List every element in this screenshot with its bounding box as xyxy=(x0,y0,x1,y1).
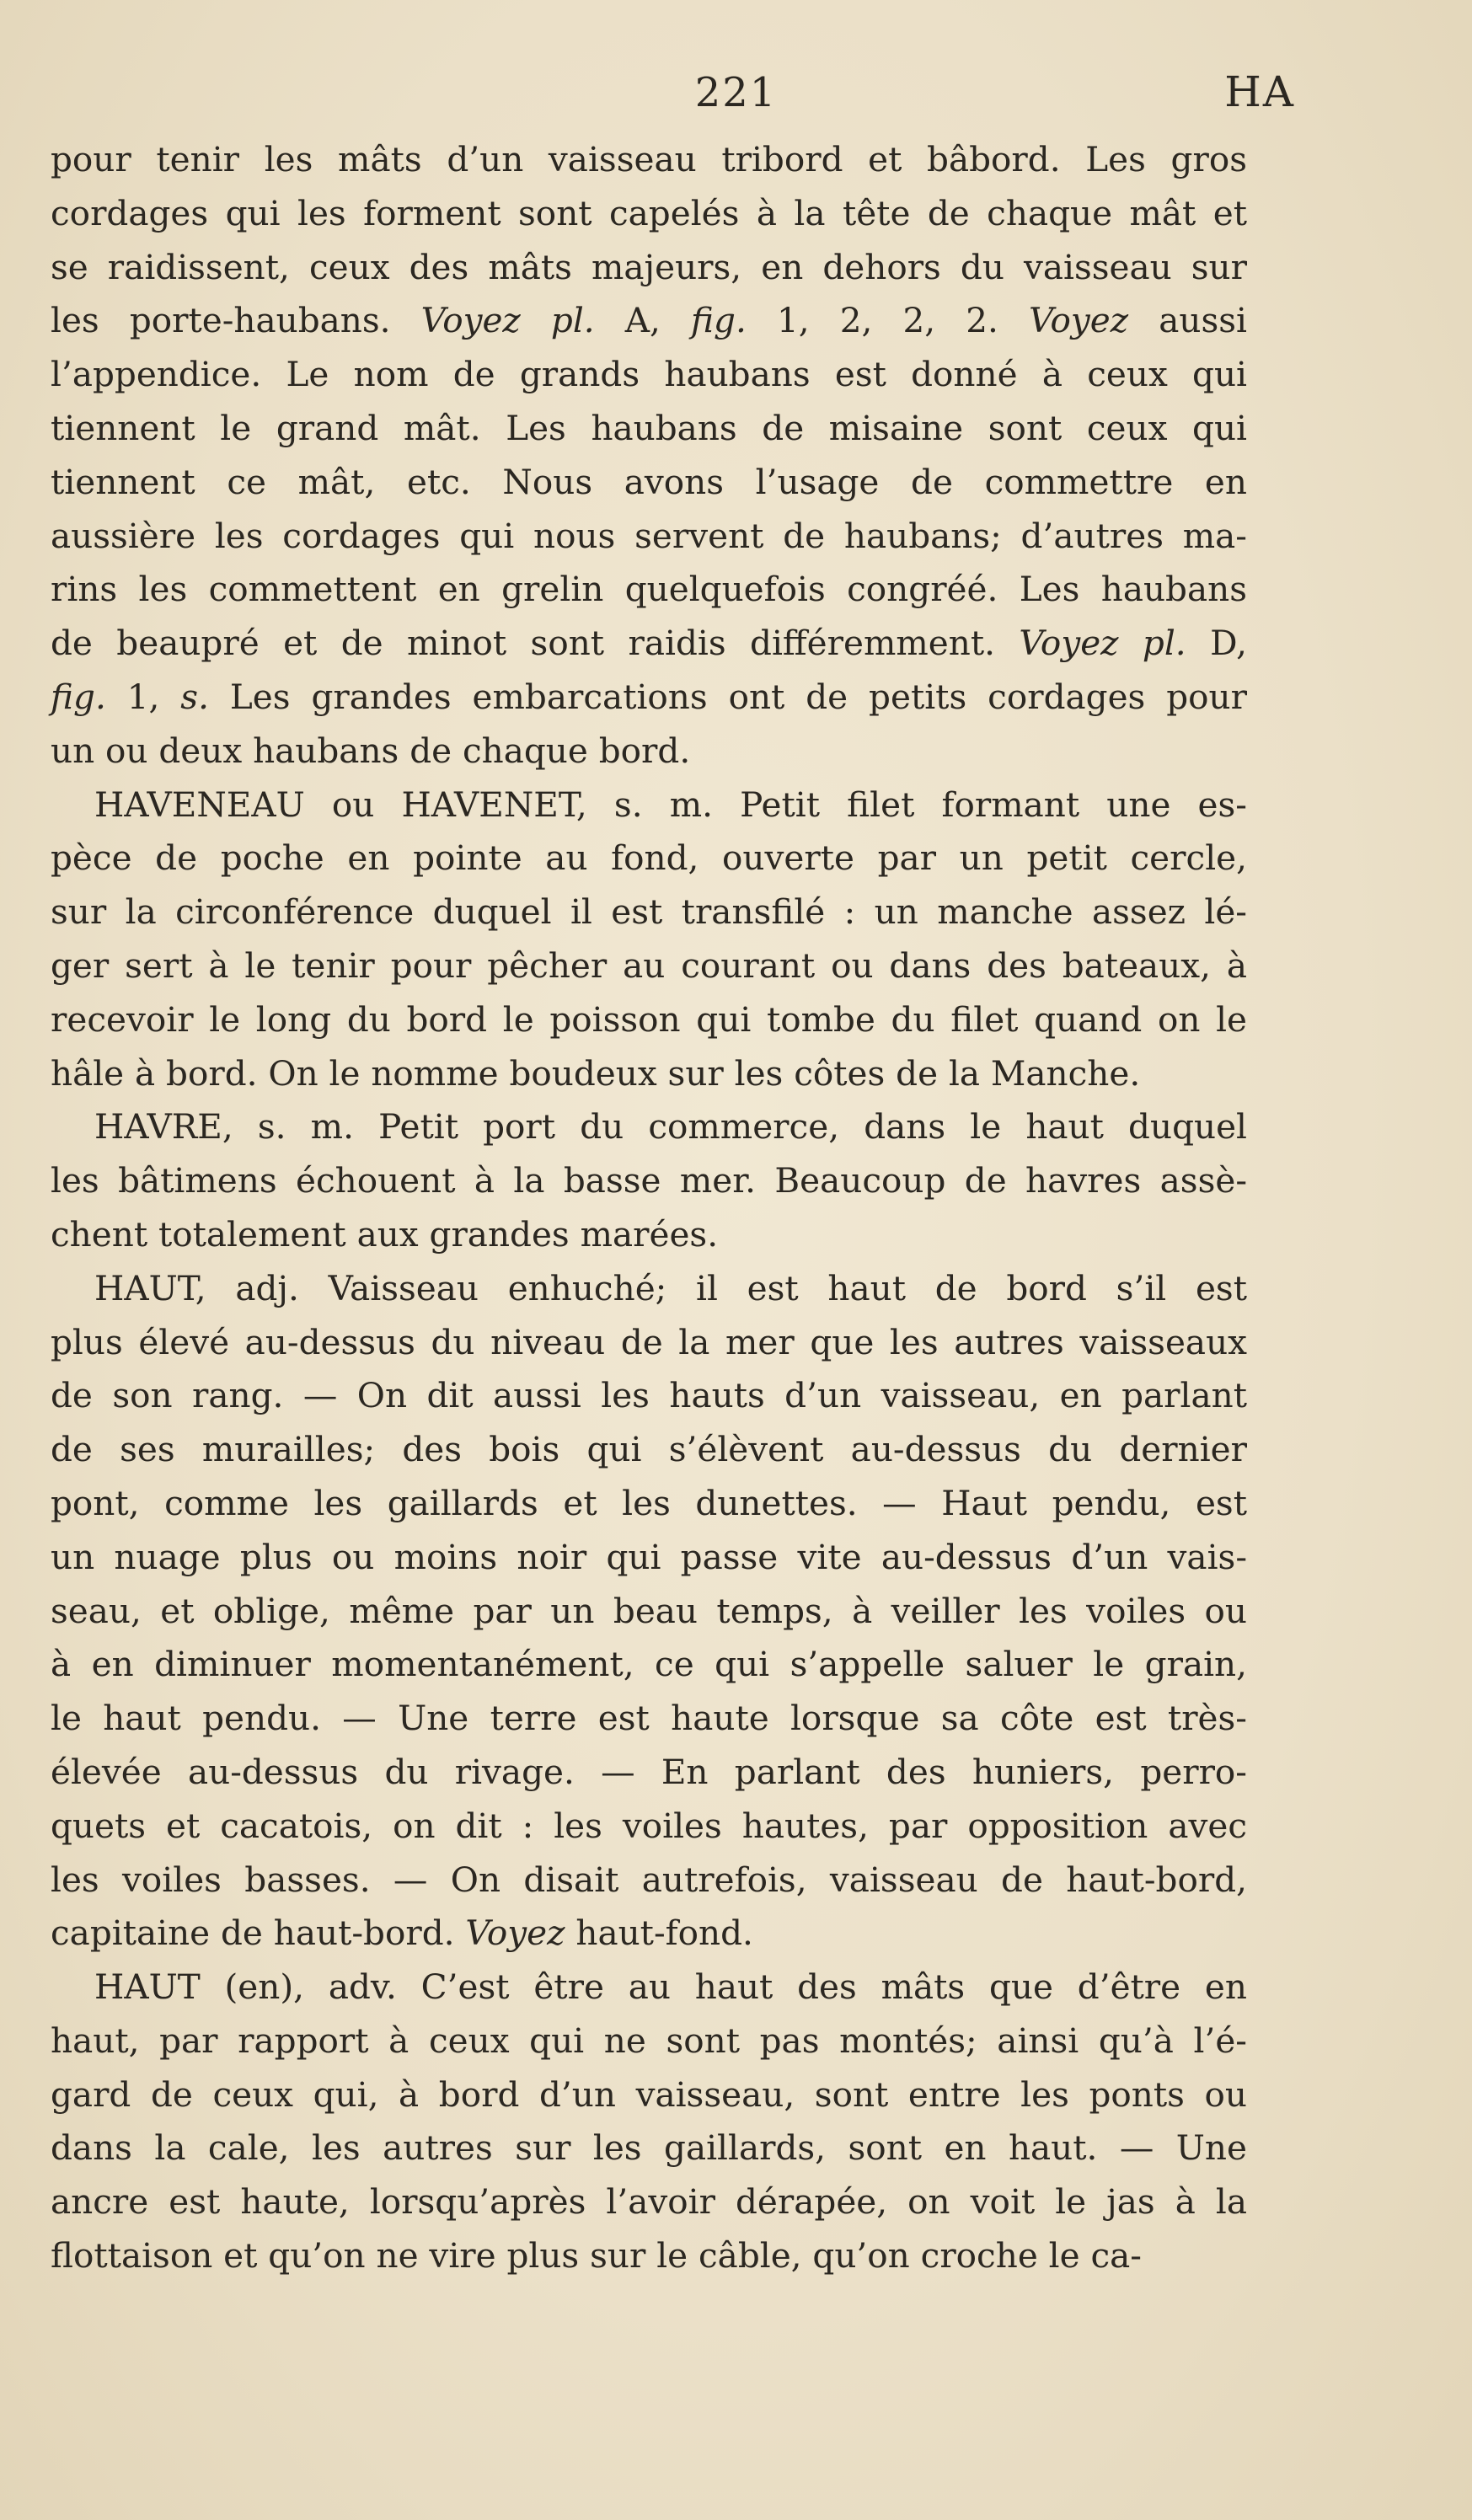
text-run: D, xyxy=(1186,623,1247,664)
text-line xyxy=(51,1585,1247,1639)
text-run: 1, xyxy=(105,676,181,717)
text-line xyxy=(51,563,1247,617)
text-line xyxy=(51,510,1247,564)
italic-run: Voyez pl. xyxy=(1019,623,1186,664)
dictionary-text xyxy=(51,133,1247,2283)
text-run: sur la circonférence duquel il est transfilé : un manche assez lé- xyxy=(51,891,1247,933)
text-run: 1, 2, 2, 2. xyxy=(746,300,1030,341)
text-run: le haut pendu. — Une terre est haute lorsque sa côte est très- xyxy=(51,1698,1247,1739)
text-run: plus élevé au-dessus du niveau de la mer que les autres vaisseaux xyxy=(51,1321,1247,1362)
text-line xyxy=(51,993,1247,1047)
entry-first-line xyxy=(51,778,1247,832)
text-run: un nuage plus ou moins noir qui passe vite au-dessus d’un vais- xyxy=(51,1536,1247,1577)
text-line xyxy=(51,1692,1247,1746)
running-head: HA xyxy=(1224,67,1295,116)
text-run: HAVENEAU ou HAVENET, s. m. Petit filet formant une es- xyxy=(94,784,1247,825)
text-run: cordages qui les forment sont capelés à la tête de chaque mât et xyxy=(51,192,1247,233)
text-run: HAUT (en), adv. C’est être au haut des mâts que d’être en xyxy=(94,1966,1247,2008)
text-run: pour tenir les mâts d’un vaisseau tribord et bâbord. Les gros xyxy=(51,139,1247,179)
entry-first-line xyxy=(51,1100,1247,1154)
text-run: se raidissent, ceux des mâts majeurs, en dehors du vaisseau sur xyxy=(51,246,1247,287)
text-run: chent totalement aux grandes marées. xyxy=(51,1213,719,1255)
text-run: tiennent le grand mât. Les haubans de misaine sont ceux qui xyxy=(51,407,1247,448)
page-number: 221 xyxy=(694,69,778,116)
text-line xyxy=(51,1154,1247,1208)
text-line xyxy=(51,402,1247,456)
entry-first-line xyxy=(51,1961,1247,2014)
text-run: seau, et oblige, même par un beau temps, à veiller les voiles ou xyxy=(51,1590,1247,1631)
text-line xyxy=(51,1746,1247,1800)
text-run: recevoir le long du bord le poisson qui tombe du filet quand on le xyxy=(51,998,1247,1040)
text-run: aussière les cordages qui nous servent de haubans; d’autres ma- xyxy=(51,515,1247,556)
text-run: haut-fond. xyxy=(565,1913,753,1954)
text-line xyxy=(51,939,1247,993)
text-line xyxy=(51,456,1247,510)
text-run: hâle à bord. On le nomme boudeux sur les côtes de la Manche. xyxy=(51,1052,1141,1094)
text-run: HAVRE, s. m. Petit port du commerce, dans le haut duquel xyxy=(94,1106,1247,1148)
text-line xyxy=(51,671,1247,725)
text-run: capitaine de haut-bord. xyxy=(51,1913,466,1954)
text-run: ancre est haute, lorsqu’après l’avoir dérapée, on voit le jas à la xyxy=(51,2181,1247,2223)
text-run: pont, comme les gaillards et les dunettes. — Haut pendu, est xyxy=(51,1482,1247,1523)
entry-first-line xyxy=(51,1262,1247,1316)
text-line xyxy=(51,1423,1247,1477)
text-line xyxy=(51,2014,1247,2068)
text-line xyxy=(51,241,1247,295)
italic-run: Voyez xyxy=(1029,300,1129,341)
text-run: les voiles basses. — On disait autrefois, vaisseau de haut-bord, xyxy=(51,1859,1247,1900)
entry-first-line xyxy=(51,133,1247,187)
text-line xyxy=(51,1800,1247,1854)
text-run: Les grandes embarcations ont de petits cordages pour xyxy=(208,676,1247,717)
italic-run: Voyez xyxy=(465,1913,565,1954)
text-line xyxy=(51,885,1247,939)
italic-run: s. xyxy=(180,676,209,717)
text-line xyxy=(51,2229,1247,2283)
text-run: haut, par rapport à ceux qui ne sont pas montés; ainsi qu’à l’é- xyxy=(51,2020,1247,2061)
text-line xyxy=(51,348,1247,402)
text-run: les bâtimens échouent à la basse mer. Beaucoup de havres assè- xyxy=(51,1160,1247,1201)
text-line xyxy=(51,1047,1247,1101)
text-line xyxy=(51,832,1247,885)
text-line xyxy=(51,725,1247,778)
text-run: quets et cacatois, on dit : les voiles hautes, par opposition avec xyxy=(51,1805,1247,1846)
text-run: dans la cale, les autres sur les gaillards, sont en haut. — Une xyxy=(51,2127,1247,2169)
text-line xyxy=(51,1907,1247,1961)
text-run: élevée au-dessus du rivage. — En parlant des huniers, perro- xyxy=(51,1751,1247,1792)
text-run: les porte-haubans. xyxy=(51,300,421,341)
text-line xyxy=(51,294,1247,348)
text-line xyxy=(51,1477,1247,1531)
text-line xyxy=(51,2121,1247,2175)
text-line xyxy=(51,1369,1247,1423)
text-line xyxy=(51,617,1247,671)
text-run: l’appendice. Le nom de grands haubans est donné à ceux qui xyxy=(51,354,1247,395)
text-run: de ses murailles; des bois qui s’élèvent au-dessus du dernier xyxy=(51,1429,1247,1470)
text-run: tiennent ce mât, etc. Nous avons l’usage de commettre en xyxy=(51,461,1247,502)
text-line xyxy=(51,1316,1247,1370)
text-line xyxy=(51,187,1247,241)
text-run: ger sert à le tenir pour pêcher au courant ou dans des bateaux, à xyxy=(51,944,1247,986)
text-run: de son rang. — On dit aussi les hauts d’un vaisseau, en parlant xyxy=(51,1375,1247,1416)
text-run: rins les commettent en grelin quelquefois congréé. Les haubans xyxy=(51,569,1247,610)
text-run: A, xyxy=(594,300,692,341)
text-run: un ou deux haubans de chaque bord. xyxy=(51,730,691,771)
text-line xyxy=(51,1854,1247,1907)
text-run: à en diminuer momentanément, ce qui s’appelle saluer le grain, xyxy=(51,1644,1247,1685)
italic-run: Voyez pl. xyxy=(420,300,595,341)
text-run: flottaison et qu’on ne vire plus sur le câble, qu’on croche le ca- xyxy=(51,2235,1142,2277)
text-line xyxy=(51,1638,1247,1692)
italic-run: fig. xyxy=(691,300,747,341)
text-run: gard de ceux qui, à bord d’un vaisseau, sont entre les ponts ou xyxy=(51,2073,1247,2115)
text-line xyxy=(51,1208,1247,1262)
text-run: pèce de poche en pointe au fond, ouverte par un petit cercle, xyxy=(51,837,1247,879)
text-line xyxy=(51,2175,1247,2229)
italic-run: fig. xyxy=(51,676,106,717)
text-line xyxy=(51,2068,1247,2122)
text-run: de beaupré et de minot sont raidis différemment. xyxy=(51,623,1020,664)
text-run: aussi xyxy=(1128,300,1247,341)
text-line xyxy=(51,1531,1247,1585)
text-run: HAUT, adj. Vaisseau enhuché; il est haut de bord s’il est xyxy=(94,1267,1247,1308)
